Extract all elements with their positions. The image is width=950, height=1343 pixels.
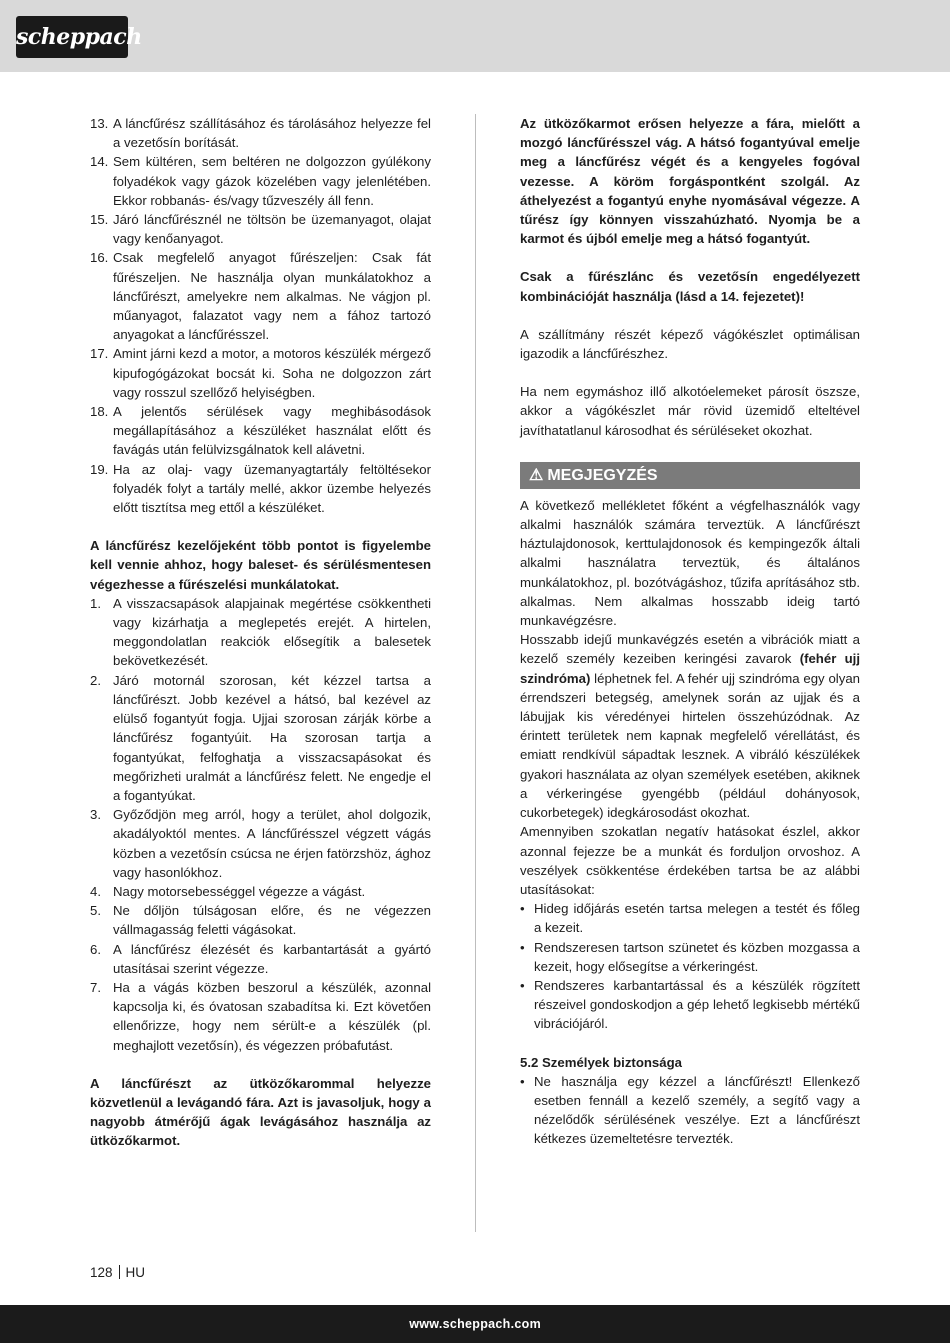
right-column xyxy=(520,114,860,1149)
safety-list-continued xyxy=(90,114,431,517)
header-bar xyxy=(0,0,950,72)
list-item: 4. Nagy motorsebességgel végezze a vágást. xyxy=(90,883,366,899)
operator-intro: A láncfűrész kezelőjeként több pontot is figyelembe kell vennie ahhoz, hogy baleset- és sérülésmentesen végezhesse a fűrészelési munkálatokat. xyxy=(90,538,431,592)
spike-paragraph: A láncfűrészt az ütközőkarommal helyezze közvetlenül a levágandó fára. Azt is javasoljuk, hogy a nagyobb átmérőjű ágak levágásához használja az ütközőkarmot. xyxy=(90,1075,431,1149)
footer-bar xyxy=(0,1305,950,1343)
precaution-paragraph: Amennyiben szokatlan negatív hatásokat észlel, akkor azonnal fejezze be a munkát és forduljon orvoshoz. A veszélyek csökkentése érdekében tartsa be az alábbi utasításokat: xyxy=(520,824,860,897)
precaution-list xyxy=(520,899,860,1033)
note-heading: ⚠ MEGJEGYZÉS xyxy=(520,462,860,489)
section-title: 5.2 Személyek biztonsága xyxy=(520,1054,682,1070)
list-item: 17. Amint járni kezd a motor, a motoros készülék mérgező kipufogógázokat bocsát ki. Soha ne dolgozzon zárt vagy rosszul szellőző helyiségben. xyxy=(90,346,431,400)
personal-safety-list xyxy=(520,1072,860,1149)
list-item: • Hideg időjárás esetén tartsa melegen a testét és főleg a kezeit. xyxy=(520,901,860,936)
spike-instructions: Az ütközőkarmot erősen helyezze a fára, mielőtt a mozgó láncfűrésszel vág. A hátsó fogantyúval emelje meg a láncfűrész végét és a kengyeles fogóval vezesse. A köröm forgáspontként szolgál. Az áthelyezést a fogantyú enyhe nyomásával végezze. A tűrész így könnyen visszahúzható. Nyomja be a karmot és újból emelje meg a hátsó fogantyút. xyxy=(520,116,860,247)
list-item: 14. Sem kültéren, sem beltéren ne dolgozzon gyúlékony folyadékok vagy gázok közelében vagy jelenlétében. Ekkor robbanás- és/vagy tűzveszély áll fenn. xyxy=(90,154,431,208)
list-item: • Rendszeresen tartson szünetet és közben mozgassa a kezeit, hogy elősegítse a vérkeringést. xyxy=(520,939,860,974)
warning-icon: ⚠ xyxy=(529,466,544,484)
list-item: 3. Győződjön meg arról, hogy a terület, ahol dolgozik, akadályoktól mentes. A láncfűrésszel végzett vágás közben a vezetősín csúcsa ne érjen fatörzshöz, ághoz vagy hasonlókhoz. xyxy=(90,807,431,880)
list-item: • Rendszeres karbantartással és a készülék rögzített részeivel gondoskodjon a gép lehető legkisebb mértékű vibrációjáról. xyxy=(520,977,860,1032)
brand-logo[interactable]: scheppach xyxy=(16,16,128,58)
operator-list xyxy=(90,594,431,1055)
list-item: 13. A láncfűrész szállításához és tárolásához helyezze fel a vezetősín borítását. xyxy=(90,116,431,151)
list-item: 18. A jelentős sérülések vagy meghibásodások megállapításához a készüléket használat előtt és favágás után felülvizsgálnatok kell alávetni. xyxy=(90,404,431,458)
cutting-set-paragraph: A szállítmány részét képező vágókészlet optimálisan igazodik a láncfűrészhez. xyxy=(520,326,860,362)
list-item: 6. A láncfűrész élezését és karbantartását a gyártó utasításai szerint végezze. xyxy=(90,941,431,976)
combination-warning: Csak a fűrészlánc és vezetősín engedélyezett kombinációját használja (lásd a 14. fejezetet)! xyxy=(520,269,860,304)
website-link[interactable]: www.scheppach.com xyxy=(409,1317,541,1331)
page-number: 128 HU xyxy=(90,1265,146,1280)
list-item: 19. Ha az olaj- vagy üzemanyagtartály feltöltésekor folyadék folyt a tartály mellé, akkor üzembe helyezés előtt tisztítsa meg ettől a készüléket. xyxy=(90,461,431,516)
list-item: 16. Csak megfelelő anyagot fűrészeljen: Csak fát fűrészeljen. Ne használja olyan munkálatokhoz a láncfűrészt, amelyekre nem alkalmas. Ne vágjon pl. műanyagot, falazatot vagy nem a fához tartozó anyagokat a láncfűrésszel. xyxy=(90,250,431,343)
list-item: 7. Ha a vágás közben beszorul a készülék, azonnal kapcsolja ki, és óvatosan szabadítsa ki. Ezt követően ellenőrizze, hogy nem sérült-e a készülék (pl. meghajlott vezetősín), és végezzen próbafutást. xyxy=(90,979,431,1053)
list-item: 1. A visszacsapások alapjainak megértése csökkentheti vagy kizárhatja a meglepetés erejét. A hirtelen, meggondolatlan reakciók elősegítik a balesetek bekövetkezését. xyxy=(90,595,431,669)
list-item: 15. Járó láncfűrésznél ne töltsön be üzemanyagot, olajat vagy kenőanyagot. xyxy=(90,212,431,247)
list-item: 5. Ne dőljön túlságosan előre, és ne végezzen vállmagasság feletti vágásokat. xyxy=(90,903,431,938)
list-item: 2. Járó motornál szorosan, két kézzel tartsa a láncfűrészt. Jobb kezével a hátsó, bal kezével az elülső fogantyút fogja. Ujjai szorosan zárják körbe a láncfűrész fogantyúit. Ha szorosan tartja a fogantyúkat, felfoghatja a visszacsapásokat és megőrizheti uralmát a láncfűrész felett. Ne engedje el a fogantyúkat. xyxy=(90,672,431,803)
list-item: • Ne használja egy kézzel a láncfűrészt! Ellenkező esetben fennáll a kezelő személy, a segítő vagy a nézelődők sérülésének veszélye. Ezt a láncfűrészt kétkezes üzemeltetésre tervezték. xyxy=(520,1073,860,1147)
column-divider xyxy=(475,114,476,1232)
note-paragraph: A következő mellékletet főként a végfelhasználók vagy alkalmi használók számára terveztük. A láncfűrészt háztulajdonosok, kerttulajdonosok és kempingezők általi alkalmi használatra terveztük, és általános munkálatokhoz, pl. bozótvágáshoz, tűzifa aprításához stb. alkalmas. Nem alkalmas hosszabb ideig tartó munkavégzésre. xyxy=(520,497,860,629)
left-column xyxy=(90,114,431,1151)
vibration-paragraph: Hosszabb idejű munkavégzés esetén a vibrációk miatt a kezelő személy kezeiben keringési zavarok (fehér ujj szindróma) léphetnek fel. A fehér ujj szindróma egy olyan érrendszeri betegség, amelynek során az ujjak és a lábujjak kis véredényei hirtelen összehúzódnak. Az érintett területek nem kapnak megfelelő vérellátást, és emiatt rendkívül sápadtak lesznek. A vibráló készülékek gyakori használata az olyan személyek esetében, akiknek a vérkeringése gyengébb (például dohányosok, cukorbetegek) idegkárosodást okozhat. xyxy=(520,632,861,821)
mismatch-paragraph: Ha nem egymáshoz illő alkotóelemeket párosít öszsze, akkor a vágókészlet már rövid üzemidő elteltével javíthatatlanul károsodhat és sérüléseket okozhat. xyxy=(520,384,860,438)
